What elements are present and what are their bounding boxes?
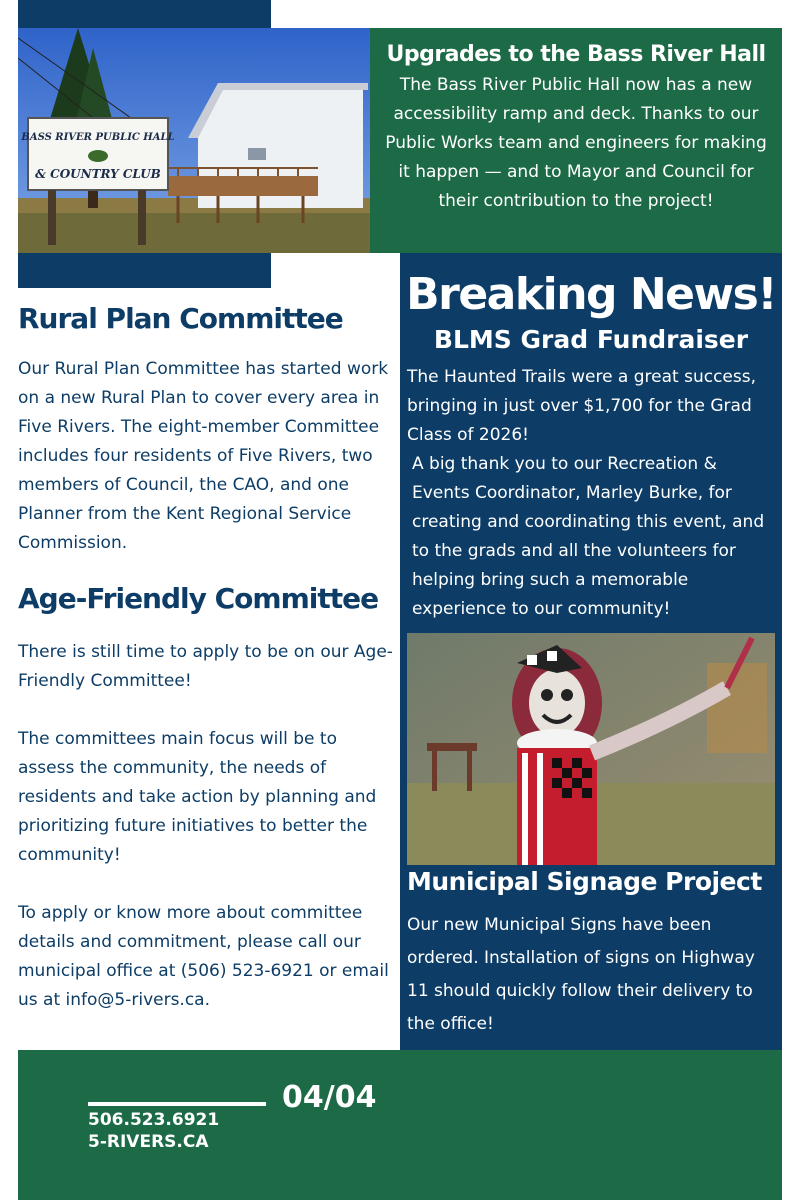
mid-accent-bar — [18, 253, 271, 288]
haunted-trails-photo — [407, 633, 775, 865]
age-friendly-body — [18, 638, 396, 1015]
rural-plan-body: Our Rural Plan Committee has started work on a new Rural Plan to cover every area in Five Rivers. The eight-member Committee includes four residents of Five Rivers, two members of Council, the CAO, and one Planner from the Kent Regional Service Commission. — [18, 359, 389, 553]
upgrades-panel — [370, 28, 782, 253]
rural-plan-title: Rural Plan Committee — [18, 302, 343, 335]
signage-body: Our new Municipal Signs have been ordered. Installation of signs on Highway 11 should quickly follow their delivery to the office! — [407, 915, 755, 1034]
upgrades-title: Upgrades to the Bass River Hall — [386, 42, 766, 67]
upgrades-body: The Bass River Public Hall now has a new accessibility ramp and deck. Thanks to our Public Works team and engineers for making it happen — and to Mayor and Council for their contribution to the project! — [385, 75, 767, 211]
bass-river-hall-photo — [18, 28, 370, 253]
footer-divider — [88, 1102, 266, 1106]
footer-phone: 506.523.6921 — [88, 1110, 220, 1130]
age-friendly-title: Age-Friendly Committee — [18, 582, 379, 615]
footer — [18, 1050, 782, 1200]
signage-title: Municipal Signage Project — [407, 867, 762, 896]
breaking-news-title: Breaking News! — [406, 269, 776, 320]
grad-fundraiser-title: BLMS Grad Fundraiser — [433, 325, 749, 354]
grad-para2: A big thank you to our Recreation & Events Coordinator, Marley Burke, for creating and coordinating this event, and to the grads and all the volunteers for helping bring such a memorable experience to our community! — [412, 454, 765, 619]
grad-fundraiser-body — [400, 363, 782, 624]
age-friendly-para2: The committees main focus will be to assess the community, the needs of residents and take action by planning and prioritizing future initiatives to better the community! — [18, 729, 377, 865]
news-panel — [400, 253, 782, 1050]
age-friendly-para1: There is still time to apply to be on our Age-Friendly Committee! — [18, 642, 393, 691]
sign-line2: & COUNTRY CLUB — [35, 167, 161, 181]
top-accent-bar — [18, 0, 271, 28]
footer-website: 5-RIVERS.CA — [88, 1132, 209, 1152]
age-friendly-para3: To apply or know more about committee details and commitment, please call our municipal office at (506) 523-6921 or email us at info@5-rivers.ca. — [18, 903, 389, 1010]
sign-line1: BASS RIVER PUBLIC HALL — [21, 132, 175, 143]
page-number: 04/04 — [282, 1080, 377, 1115]
grad-para1: The Haunted Trails were a great success, bringing in just over $1,700 for the Grad Class of 2026! — [407, 367, 757, 445]
